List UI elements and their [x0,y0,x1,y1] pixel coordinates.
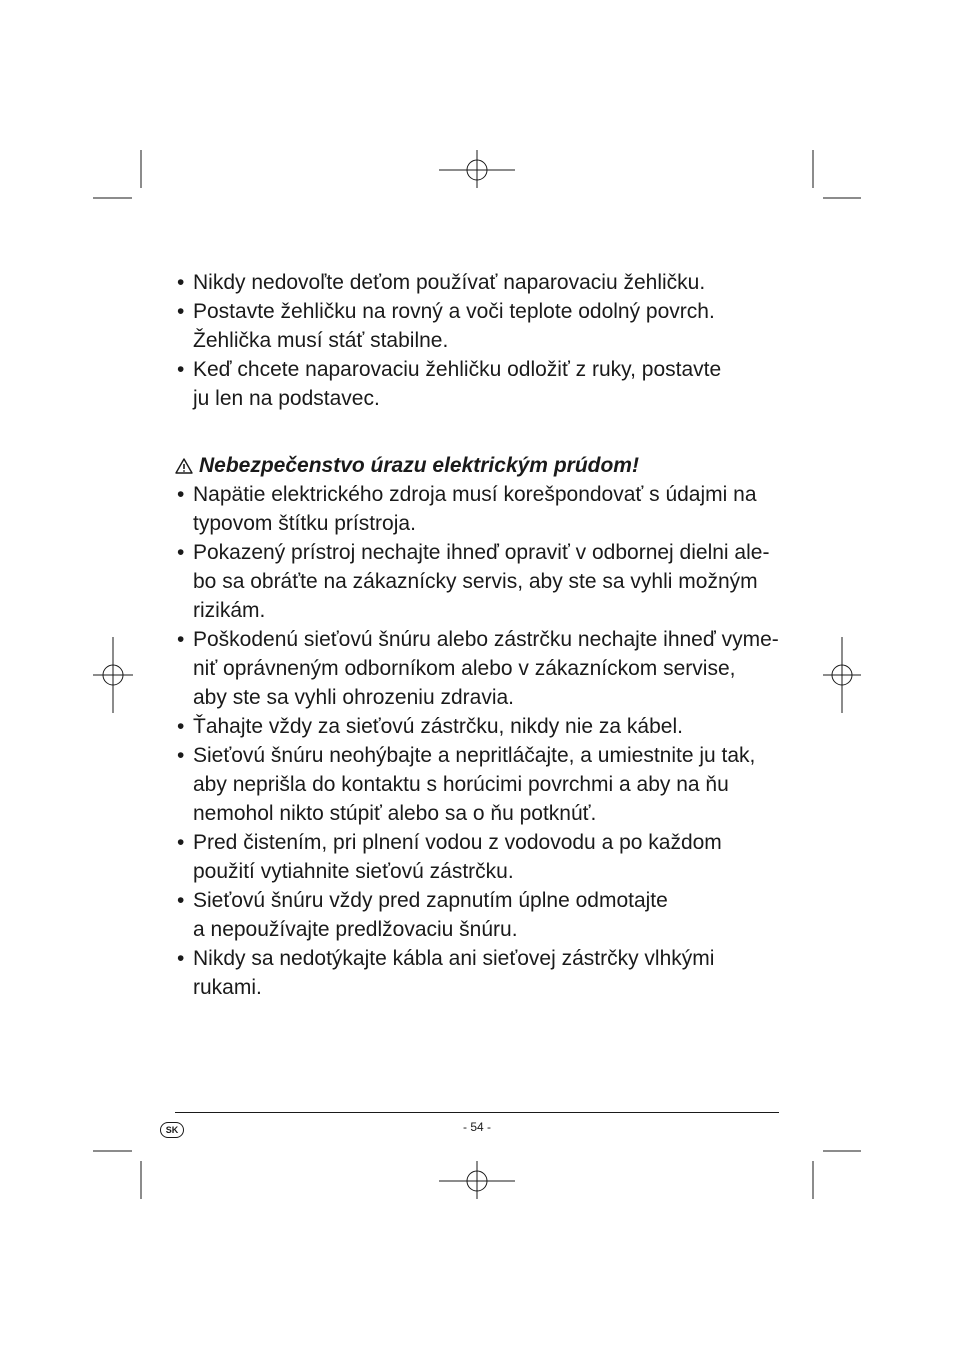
list-item: • Keď chcete naparovaciu žehličku odložiť z ruky, postavte ju len na podstavec. [175,355,785,413]
page-content [175,268,785,1002]
list-item: • Napätie elektrického zdroja musí korešpondovať s údajmi na typovom štítku prístroja. [175,480,785,538]
list-item: • Sieťovú šnúru vždy pred zapnutím úplne odmotajte a nepoužívajte predlžovaciu šnúru. [175,886,785,944]
list-item: • Pred čistením, pri plnení vodou z vodovodu a po každom použití vytiahnite sieťovú zástrčku. [175,828,785,886]
list-item: • Ťahajte vždy za sieťovú zástrčku, nikdy nie za kábel. [175,712,785,741]
safety-list-electric [175,480,785,1002]
list-item: • Postavte žehličku na rovný a voči teplote odolný povrch. Žehlička musí stáť stabilne. [175,297,785,355]
page-number: - 54 - [462,1120,491,1134]
footer-divider [175,1112,779,1113]
warning-icon [175,458,193,474]
list-item: • Nikdy sa nedotýkajte kábla ani sieťovej zástrčky vlhkými rukami. [175,944,785,1002]
heading-text: Nebezpečenstvo úrazu elektrickým prúdom! [199,454,639,477]
language-badge: SK [160,1122,184,1138]
list-item: • Sieťovú šnúru neohýbajte a nepritláčajte, a umiestnite ju tak, aby neprišla do kontaktu s horúcimi povrchmi a aby na ňu nemohol nikto stúpiť alebo sa o ňu potknúť. [175,741,785,828]
list-item: • Nikdy nedovoľte deťom používať naparovaciu žehličku. [175,268,785,297]
list-item: • Poškodenú sieťovú šnúru alebo zástrčku nechajte ihneď vyme- niť oprávneným odborníkom alebo v zákazníckom servise, aby ste sa vyhli ohrozeniu zdravia. [175,625,785,712]
safety-list-general [175,268,785,413]
section-heading [175,451,785,480]
list-item: • Pokazený prístroj nechajte ihneď opraviť v odbornej dielni ale- bo sa obráťte na zákaznícky servis, aby ste sa vyhli možným rizikám. [175,538,785,625]
